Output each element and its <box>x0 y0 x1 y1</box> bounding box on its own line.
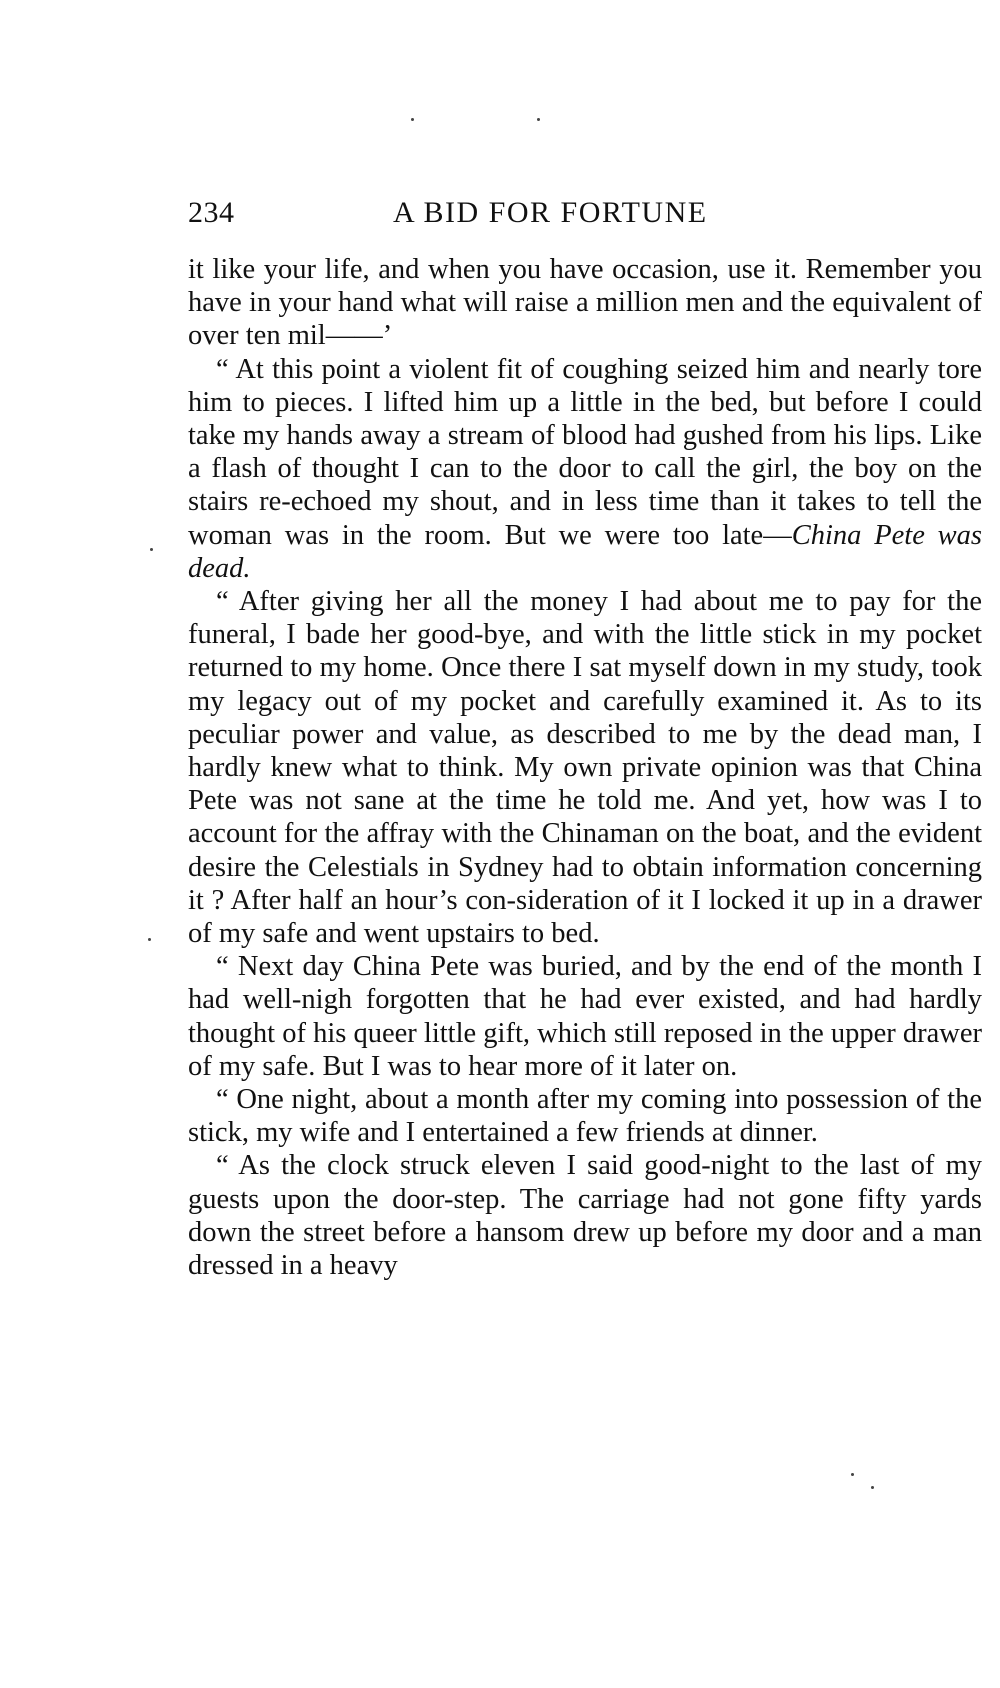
paragraph-text: “ Next day China Pete was buried, and by the end of the month I had well-nigh forgotten that he had ever existed, and had hardly thought of his queer little gift, which still reposed in the upper drawer of my safe. But I was to hear more of it later on. <box>188 951 982 1082</box>
paragraph-text: “ As the clock struck eleven I said good-night to the last of my guests upon the door-step. The carriage had not gone fifty yards down the street before a hansom drew up before my door and a man dressed in a heavy <box>188 1150 982 1282</box>
body-text <box>188 253 982 1282</box>
paragraph <box>188 353 982 585</box>
paragraph <box>188 585 982 950</box>
running-title: A BID FOR FORTUNE <box>393 196 708 229</box>
paragraph-text: it like your life, and when you have occasion, use it. Remember you have in your hand what will raise a million men and the equivalent of over ten mil——’ <box>188 254 982 352</box>
paragraph <box>188 950 982 1083</box>
paragraph-text: “ One night, about a month after my coming into possession of the stick, my wife and I entertained a few friends at dinner. <box>188 1084 982 1149</box>
print-speck <box>148 938 151 941</box>
page-header <box>188 196 988 236</box>
print-speck <box>871 1486 874 1489</box>
page-number: 234 <box>188 196 235 229</box>
print-speck <box>537 118 540 121</box>
paragraph <box>188 1149 982 1282</box>
print-speck <box>411 118 414 121</box>
paragraph-text: “ After giving her all the money I had about me to pay for the funeral, I bade her good-bye, and with the little stick in my pocket returned to my home. Once there I sat myself down in my study, took my legacy out of my pocket and carefully examined it. As to its peculiar power and value, as described to me by the dead man, I hardly knew what to think. My own private opinion was that China Pete was not sane at the time he told me. And yet, how was I to account for the affray with the Chinaman on the boat, and the evident desire the Celestials in Sydney had to obtain information concerning it ? After half an hour’s con-sideration of it I locked it up in a drawer of my safe and went upstairs to bed. <box>188 586 982 950</box>
paragraph <box>188 1083 982 1149</box>
italic-phrase: China Pete was dead. <box>188 519 983 584</box>
paragraph-text: “ At this point a violent fit of coughing seized him and nearly tore him to pieces. I lifted him up a little in the bed, but before I could take my hands away a stream of blood had gushed from his lips. Like a flash of thought I can to the door to call the girl, the boy on the stairs re-echoed my shout, and in less time than it takes to tell the woman was in the room. But we were too late— <box>188 353 982 551</box>
print-speck <box>150 548 153 551</box>
print-speck <box>851 1473 854 1476</box>
paragraph <box>188 253 982 353</box>
